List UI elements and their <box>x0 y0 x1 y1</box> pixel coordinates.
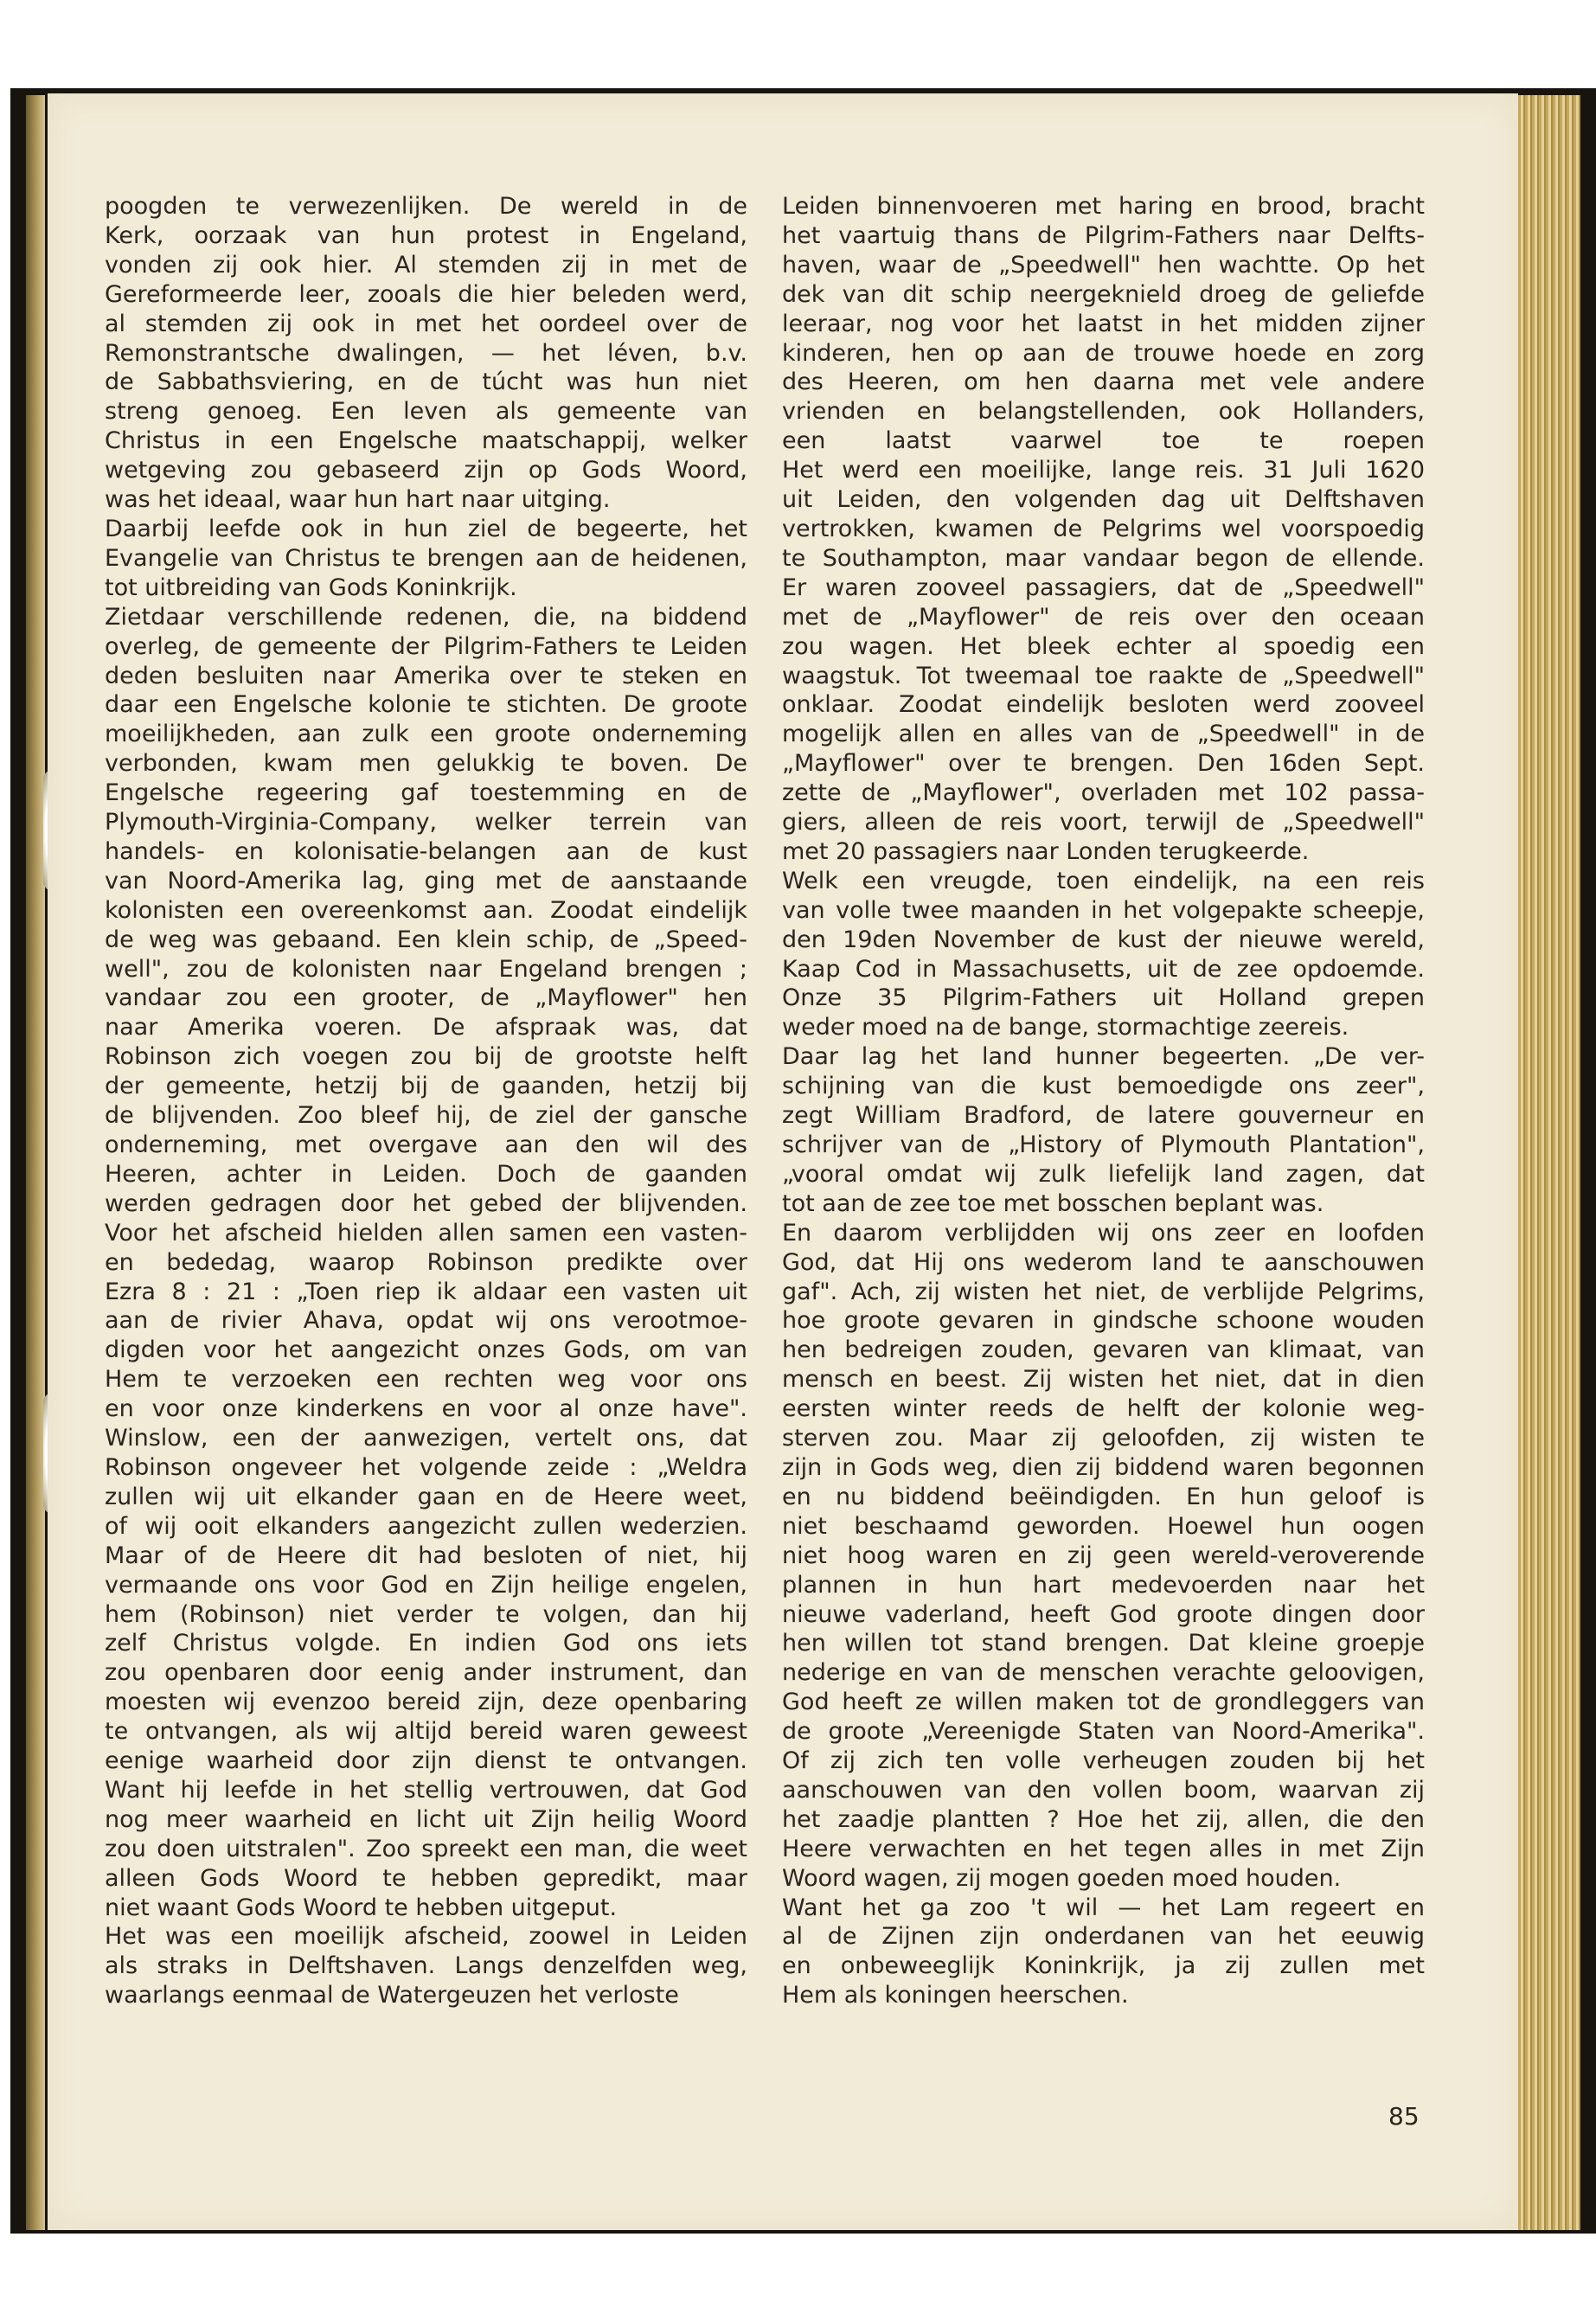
text-line: Plymouth-Virginia-Company, welker terrein van <box>105 809 747 836</box>
text-line: verbonden, kwam men gelukkig te boven. De <box>105 750 747 778</box>
text-line: poogden te verwezenlijken. De wereld in de <box>105 193 747 220</box>
text-line: alleen Gods Woord te hebben gepredikt, maar <box>105 1864 747 1892</box>
page-number: 85 <box>1388 2102 1420 2131</box>
text-line: aan de rivier Ahava, opdat wij ons verootmoe- <box>105 1307 747 1335</box>
text-line: een laatst vaarwel toe te roepen <box>782 427 1425 455</box>
text-line: en voor onze kinderkens en voor al onze have". <box>105 1395 747 1423</box>
text-line: „vooral omdat wij zulk liefelijk land zagen, dat <box>782 1160 1425 1188</box>
text-line: van volle twee maanden in het volgepakte scheepje, <box>782 896 1425 924</box>
text-line: te ontvangen, als wij altijd bereid waren geweest <box>105 1718 747 1746</box>
text-line: uit Leiden, den volgenden dag uit Delftshaven <box>782 486 1425 514</box>
text-line: zette de „Mayflower", overladen met 102 passa- <box>782 779 1425 807</box>
text-line: Er waren zooveel passagiers, dat de „Speedwell" <box>782 574 1425 601</box>
text-line: Daar lag het land hunner begeerten. „De ver- <box>782 1043 1425 1071</box>
text-line: streng genoeg. Een leven als gemeente van <box>105 398 747 426</box>
text-line: waarlangs eenmaal de Watergeuzen het verloste <box>105 1982 679 2009</box>
text-line: nederige en van de menschen verachte geloovigen, <box>782 1659 1425 1687</box>
text-line: niet waant Gods Woord te hebben uitgeput. <box>105 1894 618 1921</box>
text-line: nieuwe vaderland, heeft God groote dingen door <box>782 1600 1425 1628</box>
text-line: het vaartuig thans de Pilgrim-Fathers naar Delfts- <box>782 221 1425 249</box>
text-line: Welk een vreugde, toen eindelijk, na een reis <box>782 867 1425 894</box>
text-line: vandaar zou een grooter, de „Mayflower" hen <box>105 984 747 1012</box>
page-stack-edge <box>1518 95 1580 2230</box>
text-line: hen willen tot stand brengen. Dat kleine groepje <box>782 1630 1425 1657</box>
text-line: daar een Engelsche kolonie te stichten. De groote <box>105 691 747 719</box>
text-line: Engelsche regeering gaf toestemming en de <box>105 779 747 807</box>
text-line: der gemeente, hetzij bij de gaanden, hetzij bij <box>105 1073 747 1100</box>
text-line: en onbeweeglijk Koninkrijk, ja zij zullen met <box>782 1952 1425 1980</box>
text-line: Winslow, een der aanwezigen, vertelt ons, dat <box>105 1425 747 1452</box>
text-line: hen bedreigen zouden, gevaren van klimaat, van <box>782 1336 1425 1364</box>
text-line: Robinson zich voegen zou bij de grootste helft <box>105 1043 747 1071</box>
text-line: tot aan de zee toe met bosschen beplant was. <box>782 1189 1324 1217</box>
text-line: vrienden en belangstellenden, ook Hollanders, <box>782 398 1425 426</box>
text-line: weder moed na de bange, stormachtige zeereis. <box>782 1014 1349 1042</box>
text-line: Gereformeerde leer, zooals die hier beleden werd, <box>105 280 747 308</box>
text-line: Voor het afscheid hielden allen samen een vasten- <box>105 1219 747 1247</box>
text-line: dek van dit schip neergeknield droeg de geliefde <box>782 280 1425 308</box>
text-line: well", zou de kolonisten naar Engeland brengen ; <box>105 955 747 983</box>
text-line: met de „Mayflower" de reis over den oceaan <box>782 603 1425 631</box>
text-line: kinderen, hen op aan de trouwe hoede en zorg <box>782 339 1425 367</box>
text-line: Daarbij leefde ook in hun ziel de begeerte, het <box>105 515 747 542</box>
text-line: niet beschaamd geworden. Hoewel hun oogen <box>782 1512 1425 1540</box>
text-line: Want hij leefde in het stellig vertrouwen, dat God <box>105 1776 747 1804</box>
text-line: Ezra 8 : 21 : „Toen riep ik aldaar een vasten uit <box>105 1278 747 1305</box>
text-line: tot uitbreiding van Gods Koninkrijk. <box>105 574 517 601</box>
text-line: mogelijk allen en alles van de „Speedwell" in de <box>782 721 1425 748</box>
left-text-column <box>105 192 747 2010</box>
text-line: als straks in Delftshaven. Langs denzelfden weg, <box>105 1952 747 1980</box>
text-line: Heeren, achter in Leiden. Doch de gaanden <box>105 1160 747 1188</box>
text-line: Hem als koningen heerschen. <box>782 1982 1129 2009</box>
text-line: Woord wagen, zij mogen goeden moed houden. <box>782 1864 1342 1892</box>
text-line: hem (Robinson) niet verder te volgen, dan hij <box>105 1600 747 1628</box>
text-line: mensch en beest. Zij wisten het niet, dat in dien <box>782 1366 1425 1394</box>
text-line: het zaadje plantten ? Hoe het zij, allen, die den <box>782 1805 1425 1833</box>
text-line: zelf Christus volgde. En indien God ons iets <box>105 1630 747 1657</box>
text-line: al de Zijnen zijn onderdanen van het eeuwig <box>782 1923 1425 1951</box>
text-line: plannen in hun hart medevoerden naar het <box>782 1571 1425 1599</box>
text-line: eersten winter reeds de helft der kolonie weg- <box>782 1395 1425 1423</box>
text-line: Het was een moeilijk afscheid, zoowel in Leiden <box>105 1923 747 1951</box>
text-line: Of zij zich ten volle verheugen zouden bij het <box>782 1747 1425 1775</box>
text-line: Hem te verzoeken een rechten weg voor ons <box>105 1366 747 1394</box>
text-line: de Sabbathsviering, en de túcht was hun niet <box>105 369 747 396</box>
text-line: „Mayflower" over te brengen. Den 16den Sept. <box>782 750 1425 778</box>
text-line: niet hoog waren en zij geen wereld-veroverende <box>782 1541 1425 1569</box>
text-line: zou doen uitstralen". Zoo spreekt een man, die weet <box>105 1835 747 1862</box>
text-line: al stemden zij ook in met het oordeel over de <box>105 310 747 337</box>
text-line: Christus in een Engelsche maatschappij, welker <box>105 427 747 455</box>
text-line: werden gedragen door het gebed der blijvenden. <box>105 1189 747 1217</box>
text-line: zijn in Gods weg, dien zij biddend waren begonnen <box>782 1453 1425 1481</box>
text-line: Kerk, oorzaak van hun protest in Engeland, <box>105 221 747 249</box>
text-line: onklaar. Zoodat eindelijk besloten werd zooveel <box>782 691 1425 719</box>
text-line: waagstuk. Tot tweemaal toe raakte de „Speedwell" <box>782 662 1425 689</box>
text-line: zou wagen. Het bleek echter al spoedig een <box>782 632 1425 660</box>
text-line: hoe groote gevaren in gindsche schoone wouden <box>782 1307 1425 1335</box>
text-line: vermaande ons voor God en Zijn heilige engelen, <box>105 1571 747 1599</box>
text-line: Evangelie van Christus te brengen aan de heidenen, <box>105 544 747 572</box>
text-line: Robinson ongeveer het volgende zeide : „Weldra <box>105 1453 747 1481</box>
text-line: Want het ga zoo 't wil — het Lam regeert en <box>782 1894 1425 1921</box>
text-line: handels- en kolonisatie-belangen aan de kust <box>105 837 747 865</box>
text-line: Het werd een moeilijke, lange reis. 31 Juli 1620 <box>782 457 1425 484</box>
text-line: de blijvenden. Zoo bleef hij, de ziel der gansche <box>105 1102 747 1130</box>
text-line: gaf". Ach, zij wisten het niet, de verblijde Pelgrims, <box>782 1278 1425 1305</box>
text-line: kolonisten een overeenkomst aan. Zoodat eindelijk <box>105 896 747 924</box>
text-line: was het ideaal, waar hun hart naar uitging. <box>105 486 611 514</box>
text-line: Kaap Cod in Massachusetts, uit de zee opdoemde. <box>782 955 1425 983</box>
text-line: des Heeren, om hen daarna met vele andere <box>782 369 1425 396</box>
text-line: te Southampton, maar vandaar begon de ellende. <box>782 544 1425 572</box>
text-line: en bededag, waarop Robinson predikte over <box>105 1248 747 1276</box>
text-line: haven, waar de „Speedwell" hen wachtte. Op het <box>782 251 1425 279</box>
text-line: deden besluiten naar Amerika over te steken en <box>105 662 747 689</box>
text-line: God heeft ze willen maken tot de grondleggers van <box>782 1689 1425 1716</box>
text-line: schijning van die kust bemoedigde ons zeer", <box>782 1073 1425 1100</box>
text-line: schrijver van de „History of Plymouth Plantation", <box>782 1131 1425 1158</box>
text-line: giers, alleen de reis voort, terwijl de „Speedwell" <box>782 809 1425 836</box>
text-line: vonden zij ook hier. Al stemden zij in met de <box>105 251 747 279</box>
text-line: zullen wij uit elkander gaan en de Heere weet, <box>105 1483 747 1510</box>
text-line: overleg, de gemeente der Pilgrim-Fathers te Leiden <box>105 632 747 660</box>
text-line: wetgeving zou gebaseerd zijn op Gods Woord, <box>105 457 747 484</box>
text-line: nog meer waarheid en licht uit Zijn heilig Woord <box>105 1805 747 1833</box>
text-line: zou openbaren door eenig ander instrument, dan <box>105 1659 747 1687</box>
text-line: den 19den November de kust der nieuwe wereld, <box>782 926 1425 953</box>
text-line: moesten wij evenzoo bereid zijn, deze openbaring <box>105 1689 747 1716</box>
text-line: en nu biddend beëindigden. En hun geloof is <box>782 1483 1425 1510</box>
text-line: zegt William Bradford, de latere gouverneur en <box>782 1102 1425 1130</box>
text-line: aanschouwen van den vollen boom, waarvan zij <box>782 1776 1425 1804</box>
text-line: Heere verwachten en het tegen alles in met Zijn <box>782 1835 1425 1862</box>
text-line: Remonstrantsche dwalingen, — het léven, b.v. <box>105 339 747 367</box>
text-line: digden voor het aangezicht onzes Gods, om van <box>105 1336 747 1364</box>
text-line: leeraar, nog voor het laatst in het midden zijner <box>782 310 1425 337</box>
text-line: God, dat Hij ons wederom land te aanschouwen <box>782 1248 1425 1276</box>
text-line: naar Amerika voeren. De afspraak was, dat <box>105 1014 747 1042</box>
text-line: moeilijkheden, aan zulk een groote onderneming <box>105 721 747 748</box>
right-text-column <box>782 192 1425 2010</box>
text-line: eenige waarheid door zijn dienst te ontvangen. <box>105 1747 747 1775</box>
text-line: vertrokken, kwamen de Pelgrims wel voorspoedig <box>782 515 1425 542</box>
text-line: Leiden binnenvoeren met haring en brood, bracht <box>782 193 1425 220</box>
text-line: Zietdaar verschillende redenen, die, na biddend <box>105 603 747 631</box>
text-line: de groote „Vereenigde Staten van Noord-Amerika". <box>782 1718 1425 1746</box>
text-line: de weg was gebaand. Een klein schip, de „Speed- <box>105 926 747 953</box>
text-line: van Noord-Amerika lag, ging met de aanstaande <box>105 867 747 894</box>
book-spine-edge <box>26 95 45 2230</box>
text-line: met 20 passagiers naar Londen terugkeerde. <box>782 837 1310 865</box>
text-line: Onze 35 Pilgrim-Fathers uit Holland grepen <box>782 984 1425 1012</box>
text-line: onderneming, met overgave aan den wil des <box>105 1131 747 1158</box>
text-line: sterven zou. Maar zij geloofden, zij wisten te <box>782 1425 1425 1452</box>
text-line: of wij ooit elkanders aangezicht zullen wederzien. <box>105 1512 747 1540</box>
text-line: En daarom verblijdden wij ons zeer en loofden <box>782 1219 1425 1247</box>
text-line: Maar of de Heere dit had besloten of niet, hij <box>105 1541 747 1569</box>
